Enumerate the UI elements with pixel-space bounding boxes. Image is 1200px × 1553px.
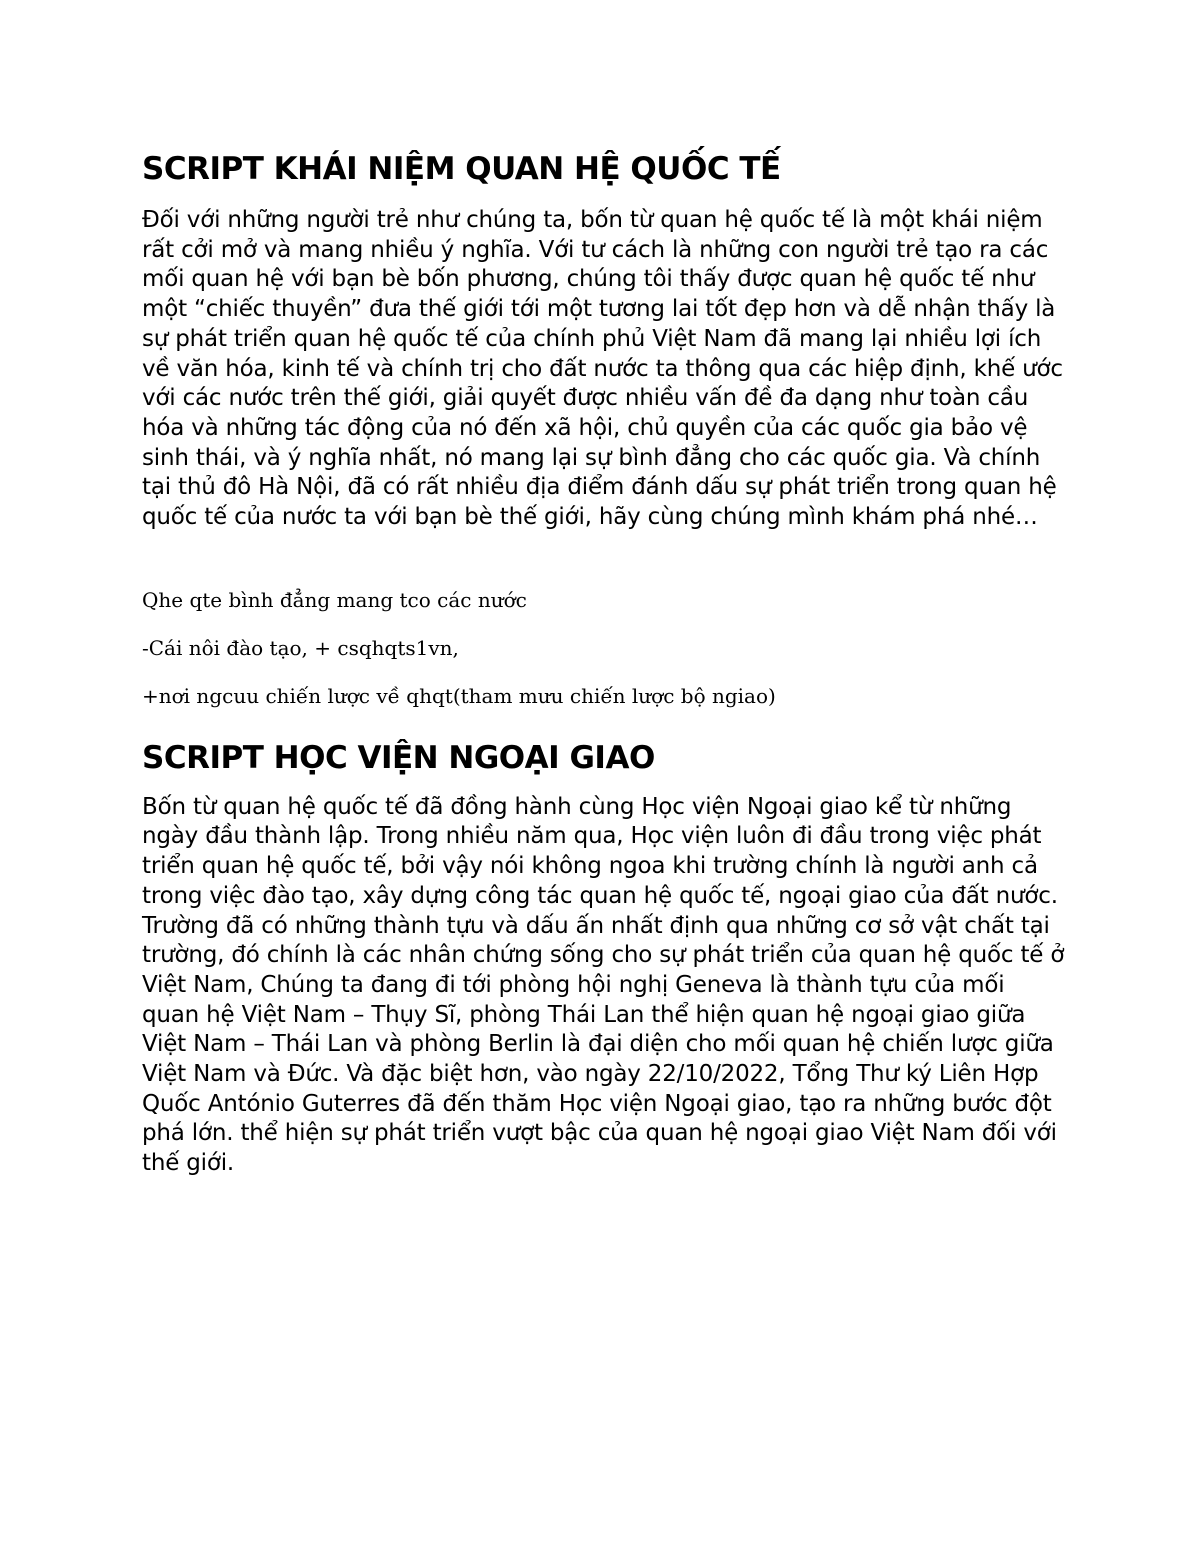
- section-heading-academy: SCRIPT HỌC VIỆN NGOẠI GIAO: [142, 739, 655, 776]
- note-line: Qhe qte bình đẳng mang tco các nước: [142, 587, 527, 612]
- document-page: [142, 148, 1067, 1179]
- section-heading-concept: SCRIPT KHÁI NIỆM QUAN HỆ QUỐC TẾ: [142, 151, 781, 187]
- section-paragraph-concept: Đối với những người trẻ như chúng ta, bốn từ quan hệ quốc tế là một khái niệm rất cởi mở và mang nhiều ý nghĩa. Với tư cách là những con người trẻ tạo ra các mối quan hệ với bạn bè bốn phương, chúng tôi thấy được quan hệ quốc tế như một “chiếc thuyền” đưa thế giới tới một tương lai tốt đẹp hơn và dễ nhận thấy là sự phát triển quan hệ quốc tế của chính phủ Việt Nam đã mang lại nhiều lợi ích về văn hóa, kinh tế và chính trị cho đất nước ta thông qua các hiệp định, khế ước với các nước trên thế giới, giải quyết được nhiều vấn đề đa dạng như toàn cầu hóa và những tác động của nó đến xã hội, chủ quyền của các quốc gia bảo vệ sinh thái, và ý nghĩa nhất, nó mang lại sự bình đẳng cho các quốc gia. Và chính tại thủ đô Hà Nội, đã có rất nhiều địa điểm đánh dấu sự phát triển trong quan hệ quốc tế của nước ta với bạn bè thế giới, hãy cùng chúng mình khám phá nhé…: [142, 207, 1063, 531]
- section-paragraph-academy: Bốn từ quan hệ quốc tế đã đồng hành cùng Học viện Ngoại giao kể từ những ngày đầu thành lập. Trong nhiều năm qua, Học viện luôn đi đầu trong việc phát triển quan hệ quốc tế, bởi vậy nói không ngoa khi trường chính là người anh cả trong việc đào tạo, xây dựng công tác quan hệ quốc tế, ngoại giao của đất nước. Trường đã có những thành tựu và dấu ấn nhất định qua những cơ sở vật chất tại trường, đó chính là các nhân chứng sống cho sự phát triển của quan hệ quốc tế ở Việt Nam, Chúng ta đang đi tới phòng hội nghị Geneva là thành tựu của mối quan hệ Việt Nam – Thụy Sĩ, phòng Thái Lan thể hiện quan hệ ngoại giao giữa Việt Nam – Thái Lan và phòng Berlin là đại diện cho mối quan hệ chiến lược giữa Việt Nam và Đức. Và đặc biệt hơn, vào ngày 22/10/2022, Tổng Thư ký Liên Hợp Quốc António Guterres đã đến thăm Học viện Ngoại giao, tạo ra những bước đột phá lớn. thể hiện sự phát triển vượt bậc của quan hệ ngoại giao Việt Nam đối với thế giới.: [142, 793, 1065, 1177]
- notes-list: [142, 587, 1067, 709]
- note-line: +nơi ngcuu chiến lược về qhqt(tham mưu chiến lược bộ ngiao): [142, 683, 776, 708]
- note-line: -Cái nôi đào tạo, + csqhqts1vn,: [142, 635, 459, 660]
